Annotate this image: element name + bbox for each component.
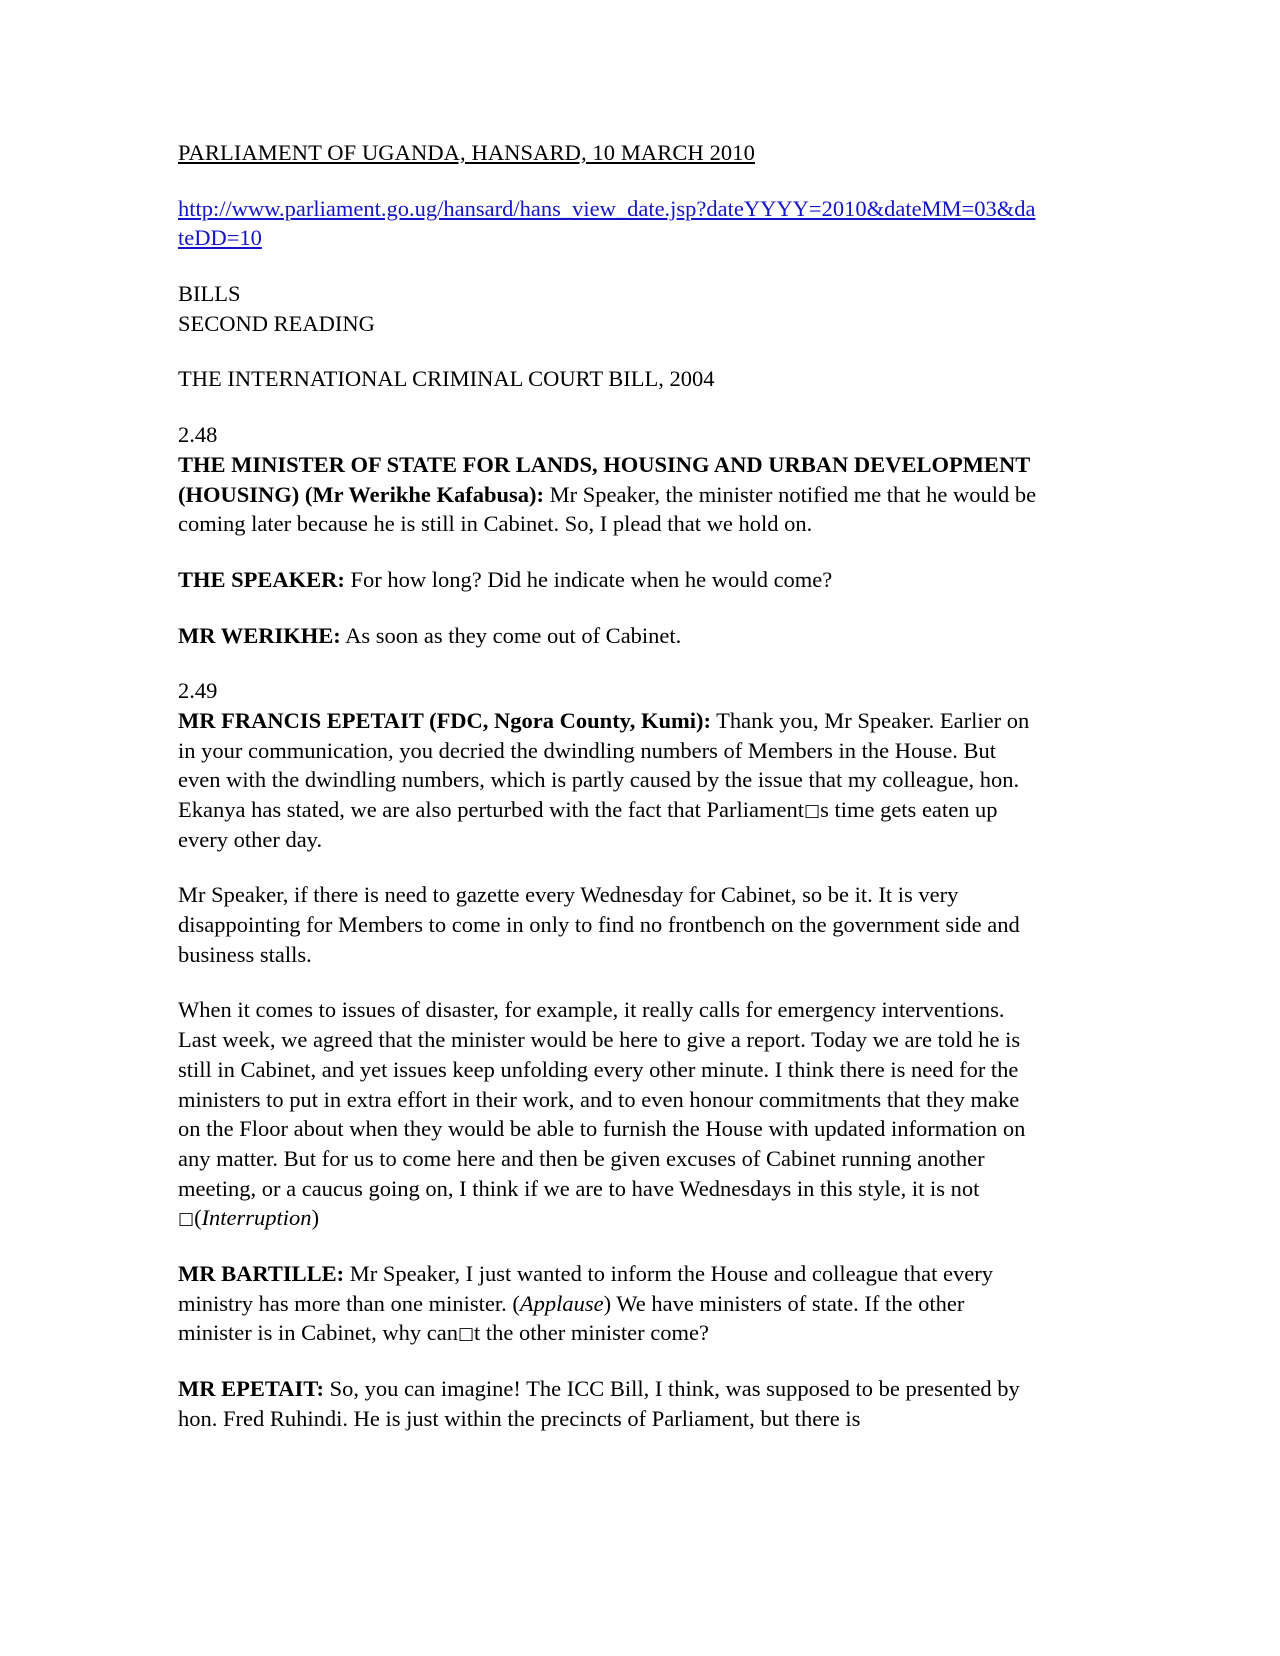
section-headings [178, 279, 1040, 338]
speech-entry [178, 1259, 1040, 1348]
speaker-name: MR BARTILLE: [178, 1260, 345, 1286]
speech-text: Mr Speaker, I just wanted to inform the House and colleague that every ministry has more than one minister. (Applause) We have ministers of state. If the other minister is in Cabinet, why can□t the other minister come? [178, 1260, 994, 1346]
timestamp: 2.49 [178, 678, 218, 704]
speech-entry [178, 565, 1040, 595]
speech-entry [178, 621, 1040, 651]
speech-text: For how long? Did he indicate when he would come? [344, 566, 833, 592]
speaker-name: MR FRANCIS EPETAIT (FDC, Ngora County, Kumi): [178, 707, 711, 733]
speech-text: Thank you, Mr Speaker. Earlier on in your communication, you decried the dwindling numbers of Members in the House. But even with the dwindling numbers, which is partly caused by the issue that my colleague, hon. Ekanya has stated, we are also perturbed with the fact that Parliament□s time gets eaten up every other day. [178, 707, 1030, 852]
page-title: PARLIAMENT OF UGANDA, HANSARD, 10 MARCH 2010 [178, 140, 755, 165]
speaker-name: MR EPETAIT: [178, 1376, 325, 1401]
source-url-link[interactable]: http://www.parliament.go.ug/hansard/hans_view_date.jsp?dateYYYY=2010&dateMM=03&dateDD=10 [178, 195, 1036, 251]
speech-paragraph: Mr Speaker, if there is need to gazette every Wednesday for Cabinet, so be it. It is very disappointing for Members to come in only to find no frontbench on the government side and business stalls. [178, 882, 1020, 967]
speech-paragraph: When it comes to issues of disaster, for example, it really calls for emergency interventions. Last week, we agreed that the minister would be here to give a report. Today we are told he is still in Cabinet, and yet issues keep unfolding every other minute. I think there is need for the ministers to put in extra effort in their work, and to even honour commitments that they make on the Floor about when they would be able to furnish the House with updated information on any matter. But for us to come here and then be given excuses of Cabinet running another meeting, or a caucus going on, I think if we are to have Wednesdays in this style, it is not □(Interruption) [178, 997, 1026, 1231]
speech-text: So, you can imagine! The ICC Bill, I think, was supposed to be presented by hon. Fred Ruhindi. He is just within the precincts of Parliament, but there is [178, 1376, 1020, 1431]
speech-text: As soon as they come out of Cabinet. [340, 622, 682, 648]
speaker-name: THE SPEAKER: [178, 566, 345, 592]
bill-title: THE INTERNATIONAL CRIMINAL COURT BILL, 2004 [178, 366, 715, 392]
speaker-name: MR WERIKHE: [178, 622, 341, 648]
document-body [178, 138, 1040, 1459]
speech-text: Mr Speaker, the minister notified me that he would be coming later because he is still in Cabinet. So, I plead that we hold on. [178, 481, 1037, 537]
speech-entry [178, 706, 1040, 854]
speech-entry [178, 1374, 1040, 1433]
timestamp: 2.48 [178, 422, 218, 448]
section-heading-second-reading: SECOND READING [178, 310, 375, 336]
speaker-name: THE MINISTER OF STATE FOR LANDS, HOUSING AND URBAN DEVELOPMENT (HOUSING) (Mr Werikhe Kafabusa): [178, 451, 1030, 507]
speech-entry [178, 450, 1040, 539]
section-heading-bills: BILLS [178, 281, 241, 307]
